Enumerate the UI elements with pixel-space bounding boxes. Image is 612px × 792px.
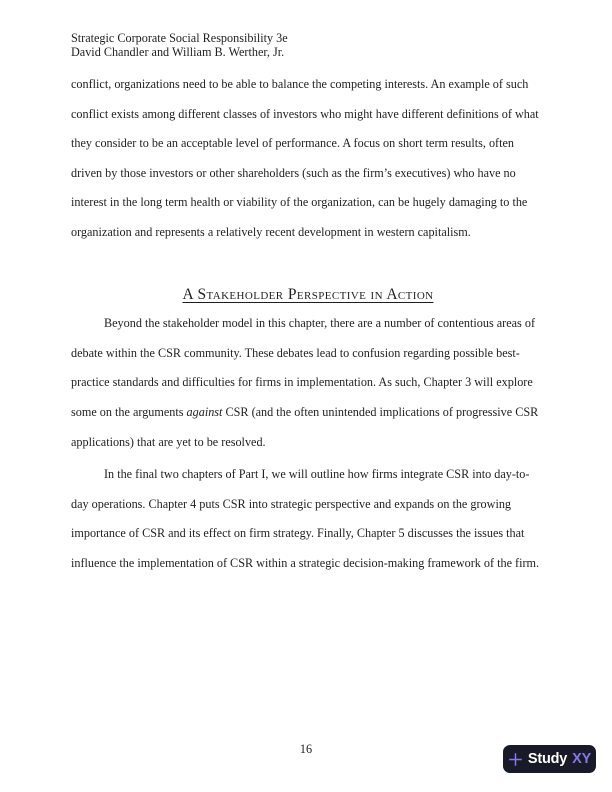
section-heading: A Stakeholder Perspective in Action [182,285,434,303]
page-number: 16 [299,742,313,756]
text-line: driven by those investors or other shareholders (such as the firm’s executives) who have no [71,165,516,180]
document-body [71,70,545,579]
text-segment: some on the arguments [71,404,187,419]
text-line: they consider to be an acceptable level of performance. A focus on short term results, often [71,136,514,151]
text-line: In the final two chapters of Part I, we will outline how firms integrate CSR into day-to- [104,467,530,482]
text-line: conflict, organizations need to be able to balance the competing interests. An example of such [71,77,529,91]
text-line: interest in the long term health or viability of the organization, can be hugely damaging to the [71,195,528,210]
paragraph-final-chapters [71,460,545,578]
book-title: Strategic Corporate Social Responsibility 3e [71,31,288,45]
text-line: day operations. Chapter 4 puts CSR into strategic perspective and expands on the growing [71,496,512,511]
italic-text-segment: against [186,404,223,419]
brand-name-primary: Study [527,751,568,767]
text-line: debate within the CSR community. These debates lead to confusion regarding possible best- [71,345,520,360]
text-line: conflict exists among different classes of investors who might have different definitions of what [71,106,539,121]
studyxy-logo-badge [503,745,596,773]
text-line [71,398,545,428]
plus-icon [508,752,523,767]
text-line: organization and represents a relatively recent development in western capitalism. [71,224,471,239]
text-line: influence the implementation of CSR within a strategic decision-making framework of the firm. [71,555,540,570]
text-line: importance of CSR and its effect on firm strategy. Finally, Chapter 5 discusses the issues that [71,526,525,541]
text-line: Beyond the stakeholder model in this chapter, there are a number of contentious areas of [104,316,536,331]
brand-name-accent: XY [572,751,592,767]
text-line: applications) that are yet to be resolved. [71,434,266,449]
running-header [71,31,288,60]
text-segment: CSR (and the often unintended implications of progressive CSR [222,404,539,419]
text-line: practice standards and difficulties for firms in implementation. As such, Chapter 3 will explore [71,375,533,390]
paragraph-continuation [71,70,545,248]
paragraph-stakeholder-debate [71,309,545,457]
book-authors: David Chandler and William B. Werther, Jr. [71,45,285,60]
